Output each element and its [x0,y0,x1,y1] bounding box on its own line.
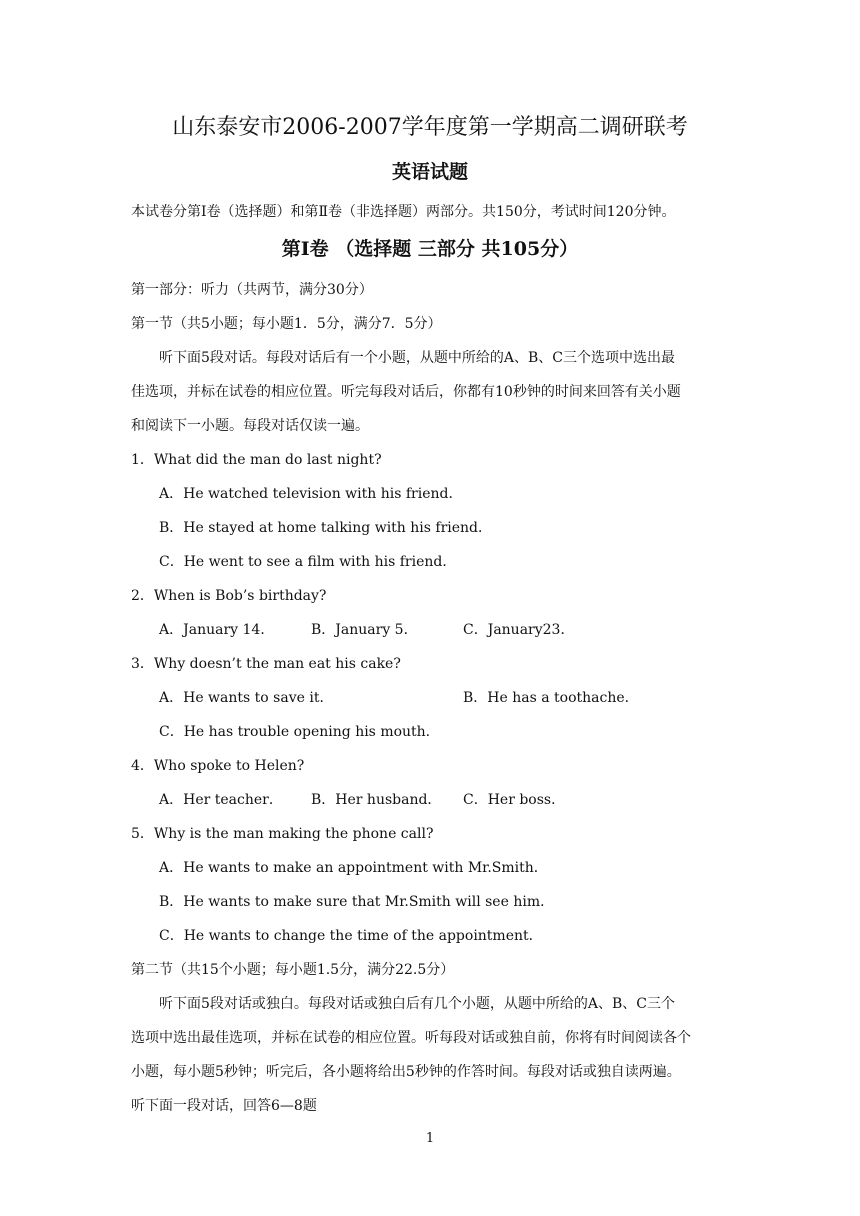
subsection-heading: 第一节（共5小题；每小题1．5分，满分7．5分） [131,316,442,332]
answer-option: C．He wants to change the time of the appointment． [159,928,543,944]
instruction-line: 和阅读下一小题。每段对话仅读一遍。 [131,418,369,434]
answer-option: C．January23． [463,622,575,638]
instruction-line: 小题，每小题5秒钟；听完后，各小题将给出5秒钟的作答时间。每段对话或独自读两遍。 [131,1064,681,1080]
instruction-line: 听下面5段对话。每段对话后有一个小题，从题中所给的A、B、C三个选项中选出最 [159,350,676,366]
exam-subtitle: 英语试题 [391,161,468,183]
page-number: 1 [425,1131,435,1146]
answer-option: B．He stayed at home talking with his friend． [159,520,493,536]
answer-option: A．Her teacher． [159,792,283,808]
question-stem: 2．When is Bob’s birthday? [131,588,327,604]
answer-option: C．Her boss． [463,792,566,808]
question-stem: 5．Why is the man making the phone call? [131,826,434,842]
answer-option: A．He wants to save it． [159,690,334,706]
question-stem: 1．What did the man do last night? [131,452,382,468]
answer-option: B．Her husband． [311,792,442,808]
instruction-line: 选项中选出最佳选项，并标在试卷的相应位置。听每段对话或独自前，你将有时间阅读各个 [131,1030,691,1046]
answer-option: B．He has a toothache． [463,690,639,706]
exam-title: 山东泰安市2006-2007学年度第一学期高二调研联考 [172,115,688,140]
answer-option: C．He went to see a film with his friend． [159,554,457,570]
question-stem: 3．Why doesn’t the man eat his cake? [131,656,401,672]
exam-intro: 本试卷分第Ⅰ卷（选择题）和第Ⅱ卷（非选择题）两部分。共150分，考试时间120分钟。 [131,204,676,220]
section-heading: 第Ⅰ卷 （选择题 三部分 共105分） [281,238,579,260]
answer-option: B．He wants to make sure that Mr.Smith will see him． [159,894,555,910]
instruction-line: 听下面5段对话或独白。每段对话或独白后有几个小题，从题中所给的A、B、C三个 [159,996,676,1012]
subsection-heading: 第二节（共15个小题；每小题1.5分，满分22.5分） [131,962,455,978]
answer-option: A．He wants to make an appointment with Mr.Smith． [159,860,548,876]
answer-option: B．January 5． [311,622,418,638]
answer-option: A．He watched television with his friend． [159,486,463,502]
instruction-line: 听下面一段对话，回答6—8题 [131,1098,317,1114]
answer-option: C．He has trouble opening his mouth. [159,724,431,740]
part-heading: 第一部分：听力（共两节，满分30分） [131,282,373,298]
answer-option: A．January 14． [159,622,275,638]
question-stem: 4．Who spoke to Helen? [131,758,305,774]
instruction-line: 佳选项，并标在试卷的相应位置。听完每段对话后，你都有10秒钟的时间来回答有关小题 [131,384,681,400]
